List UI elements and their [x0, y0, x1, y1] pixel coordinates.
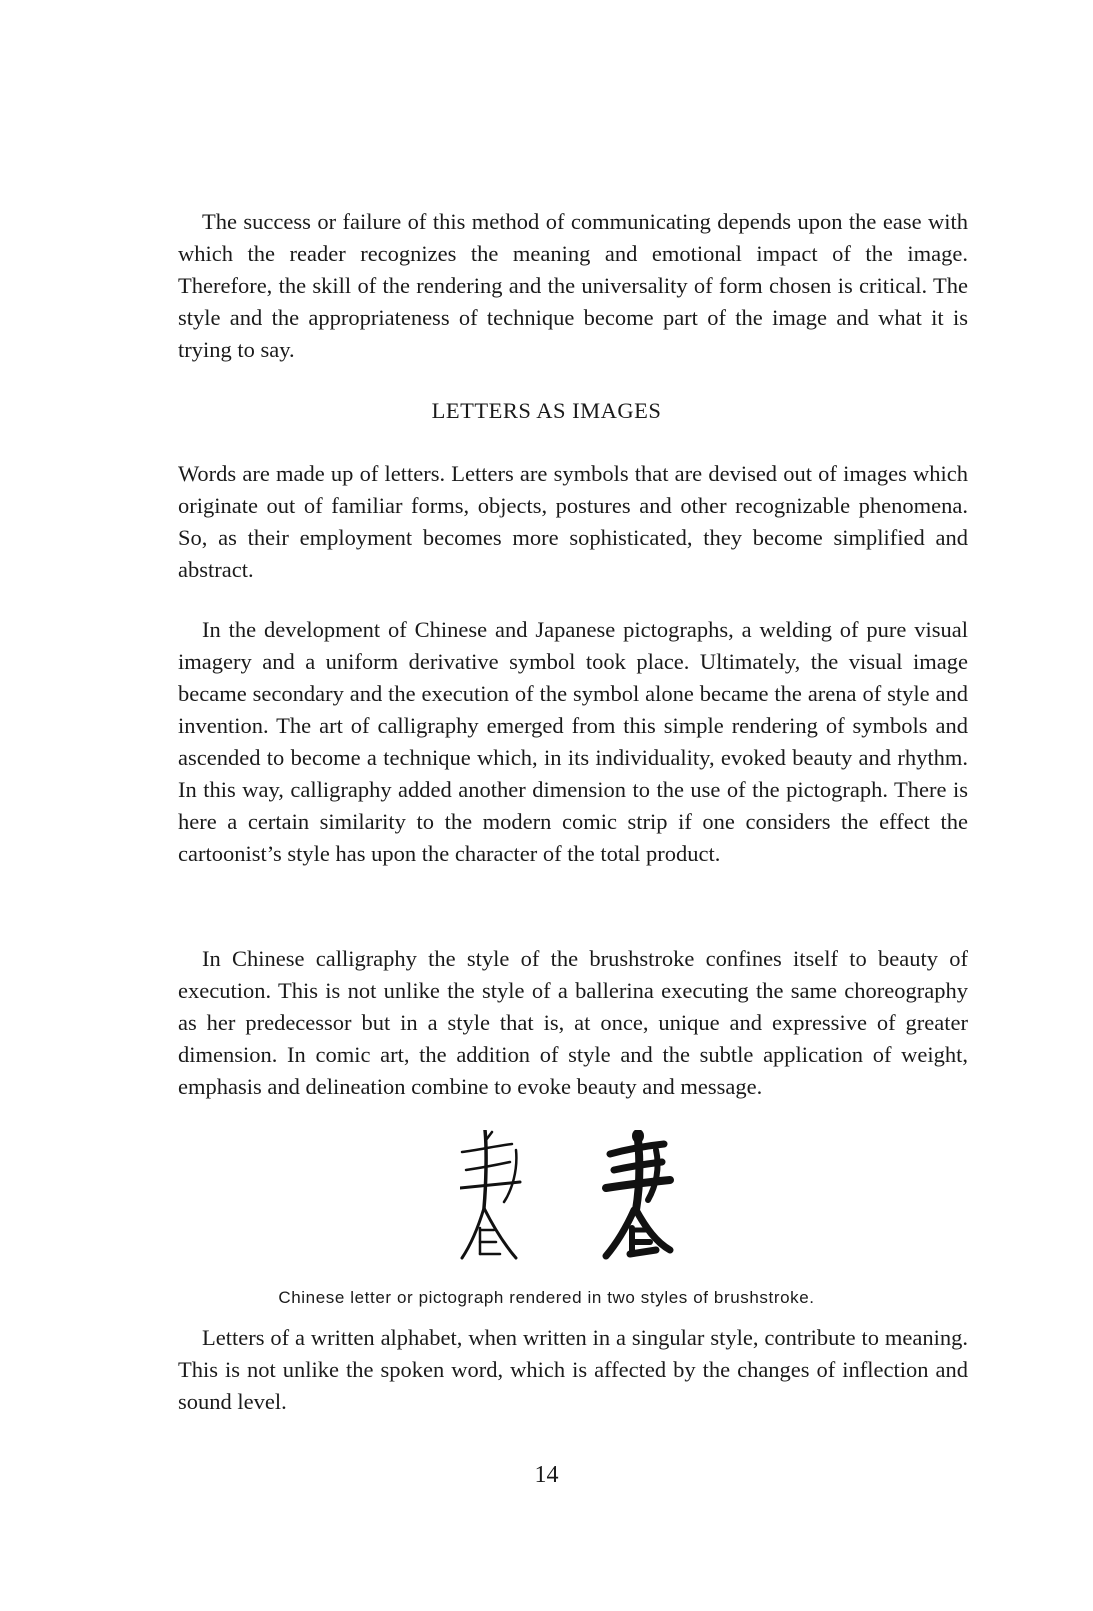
- figure-caption: Chinese letter or pictograph rendered in two styles of brushstroke.: [278, 1288, 815, 1307]
- paragraph-pictographs: In the development of Chinese and Japanese pictographs, a welding of pure visual imagery and a uniform derivative symbol took place. Ultimately, the visual image became secondary and the execution of the symbol alone became the arena of style and invention. The art of calligraphy emerged from this simple rendering of symbols and ascended to become a technique which, in its individuality, evoked beauty and rhythm. In this way, calligraphy added another dimension to the use of the pictograph. There is here a certain similarity to the modern comic strip if one considers the effect the cartoonist’s style has upon the character of the total product.: [178, 617, 968, 866]
- section-heading: LETTERS AS IMAGES: [431, 398, 662, 423]
- paragraph-communication-method: The success or failure of this method of communicating depends upon the ease with which the reader recognizes the meaning and emotional impact of the image. Therefore, the skill of the rendering and the universality of form chosen is critical. The style and the appropriateness of technique become part of the image and what it is trying to say.: [178, 209, 968, 362]
- bold-brush-character: [606, 1130, 670, 1256]
- page-number: 14: [534, 1462, 559, 1488]
- paragraph-calligraphy: In Chinese calligraphy the style of the brushstroke confines itself to beauty of execution. This is not unlike the style of a ballerina executing the same choreography as her predecessor but in a style that is, at once, unique and expressive of greater dimension. In comic art, the addition of style and the subtle application of weight, emphasis and delineation combine to evoke beauty and message.: [178, 946, 968, 1099]
- thin-brush-character: [460, 1130, 520, 1258]
- calligraphy-figure: [460, 1130, 690, 1280]
- paragraph-alphabet: Letters of a written alphabet, when written in a singular style, contribute to meaning. This is not unlike the spoken word, which is affected by the changes of inflection and sound level.: [178, 1325, 968, 1414]
- calligraphy-illustration: [460, 1130, 690, 1280]
- paragraph-words-letters: Words are made up of letters. Letters are symbols that are devised out of images which originate out of familiar forms, objects, postures and other recognizable phenomena. So, as their employment becomes more sophisticated, they become simplified and abstract.: [178, 461, 968, 582]
